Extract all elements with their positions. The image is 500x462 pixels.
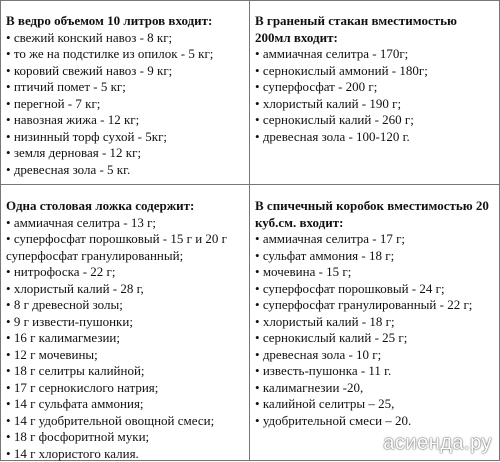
list-item: • навозная жижа - 12 кг; <box>6 112 246 129</box>
cell-title: В граненый стакан вместимостью 200мл входит: <box>255 13 495 46</box>
list-item: • 18 г селитры калийной; <box>6 363 246 380</box>
list-item: • аммиачная селитра - 17 г; <box>255 231 495 248</box>
cell-bucket <box>6 13 246 178</box>
list-item: • калийной селитры – 25, <box>255 396 495 413</box>
list-item: • известь-пушонка - 11 г. <box>255 363 495 380</box>
item-list <box>255 231 495 429</box>
site-watermark: асиенда.ру <box>383 432 492 455</box>
list-item: • коровий свежий навоз - 9 кг; <box>6 63 246 80</box>
list-item: • сульфат аммония - 18 г; <box>255 248 495 265</box>
list-item: • перегной - 7 кг; <box>6 96 246 113</box>
cell-title: В спичечный коробок вместимостью 20 куб.см. входит: <box>255 198 495 231</box>
list-item: • древесная зола - 5 кг. <box>6 162 246 179</box>
list-item: • то же на подстилке из опилок - 5 кг; <box>6 46 246 63</box>
item-list <box>255 46 495 145</box>
list-item: • хлористый калий - 190 г; <box>255 96 495 113</box>
list-item: • 8 г древесной золы; <box>6 297 246 314</box>
list-item: • аммиачная селитра - 13 г; <box>6 215 246 232</box>
list-item: • сернокислый калий - 25 г; <box>255 330 495 347</box>
item-list <box>6 30 246 179</box>
list-item: • 9 г извести-пушонки; <box>6 314 246 331</box>
list-item: • аммиачная селитра - 170г; <box>255 46 495 63</box>
list-item: • 14 г хлористого калия. <box>6 446 246 462</box>
list-item: • 14 г сульфата аммония; <box>6 396 246 413</box>
list-item: • низинный торф сухой - 5кг; <box>6 129 246 146</box>
list-item: • земля дерновая - 12 кг; <box>6 145 246 162</box>
list-item: • хлористый калий - 18 г; <box>255 314 495 331</box>
list-item: • 16 г калимагмезии; <box>6 330 246 347</box>
list-item: • 17 г сернокислого натрия; <box>6 380 246 397</box>
list-item: • 18 г фосфоритной муки; <box>6 429 246 446</box>
list-item: • сернокислый аммоний - 180г; <box>255 63 495 80</box>
list-item: • калимагнезии -20, <box>255 380 495 397</box>
list-item: • мочевина - 15 г; <box>255 264 495 281</box>
list-item: • сернокислый калий - 260 г; <box>255 112 495 129</box>
list-item: • суперфосфат порошковый - 15 г и 20 г суперфосфат гранулированный; <box>6 231 246 264</box>
list-item: • суперфосфат гранулированный - 22 г; <box>255 297 495 314</box>
cell-title: В ведро объемом 10 литров входит: <box>6 13 246 30</box>
list-item: • суперфосфат порошковый - 24 г; <box>255 281 495 298</box>
cell-matchbox <box>255 198 495 429</box>
cell-title: Одна столовая ложка содержит: <box>6 198 246 215</box>
list-item: • суперфосфат - 200 г; <box>255 79 495 96</box>
cell-glass <box>255 13 495 145</box>
list-item: • 12 г мочевины; <box>6 347 246 364</box>
table-divider-horizontal <box>1 184 499 185</box>
list-item: • древесная зола - 100-120 г. <box>255 129 495 146</box>
list-item: • удобрительной смеси – 20. <box>255 413 495 430</box>
list-item: • 14 г удобрительной овощной смеси; <box>6 413 246 430</box>
table-divider-vertical <box>249 1 250 460</box>
list-item: • свежий конский навоз - 8 кг; <box>6 30 246 47</box>
list-item: • птичий помет - 5 кг; <box>6 79 246 96</box>
list-item: • нитрофоска - 22 г; <box>6 264 246 281</box>
item-list <box>6 215 246 462</box>
list-item: • древесная зола - 10 г; <box>255 347 495 364</box>
cell-tablespoon <box>6 198 246 462</box>
list-item: • хлористый калий - 28 г, <box>6 281 246 298</box>
